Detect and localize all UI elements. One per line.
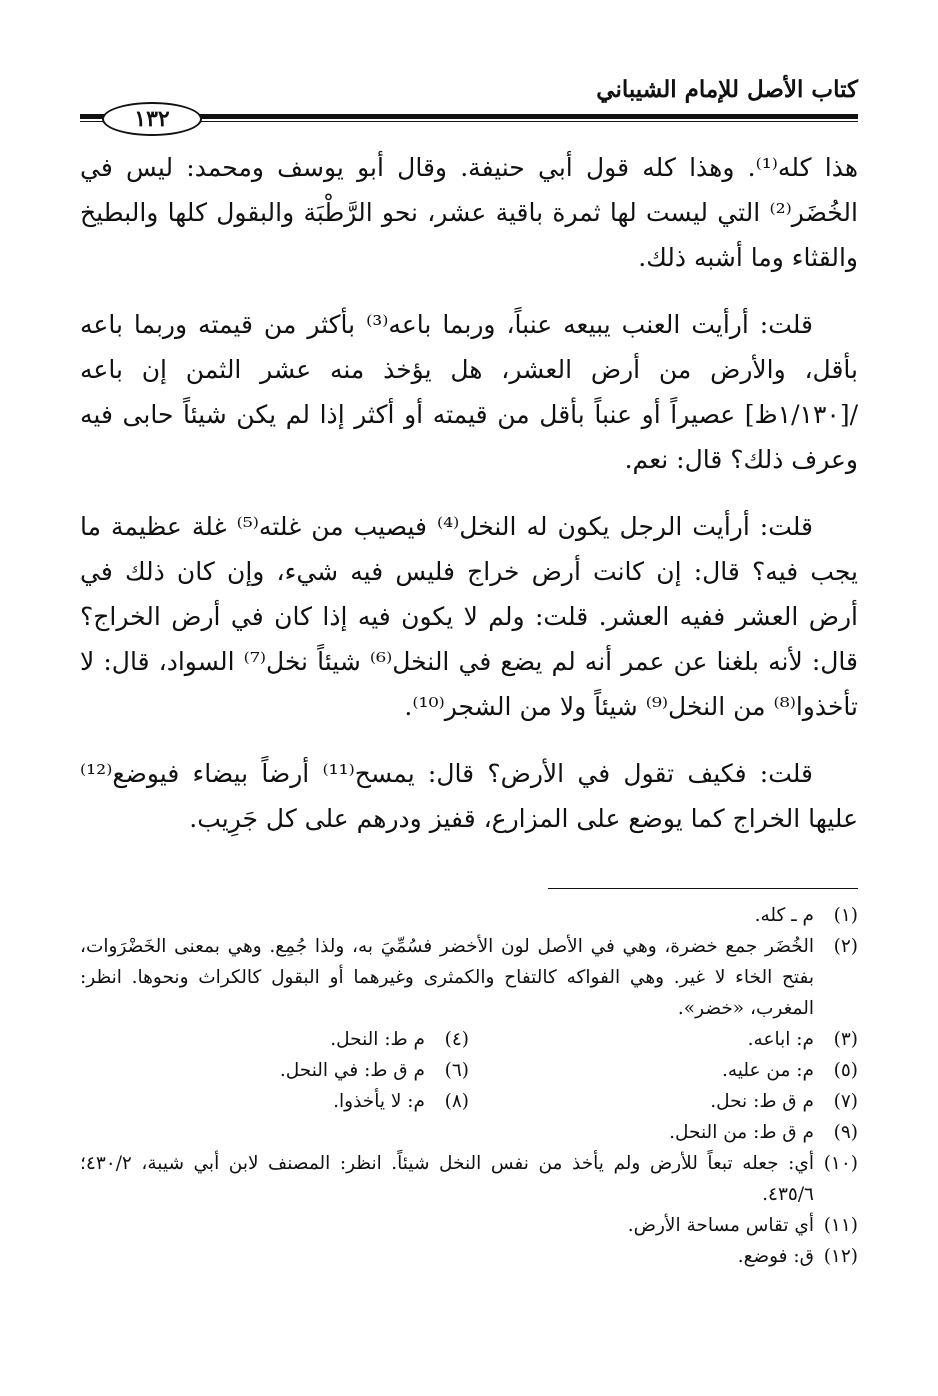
- footnote-text: م: لا يأخذوا.: [333, 1091, 425, 1112]
- footnote-text: م ق ط: نحل.: [710, 1091, 814, 1112]
- footnote-number: (٦): [444, 1060, 469, 1081]
- page-number: ١٣٢: [102, 102, 202, 136]
- footnote-text: م ط: النحل.: [330, 1029, 425, 1050]
- footnote-text: الخُضَر جمع خضرة، وهي في الأصل لون الأخضر فسُمِّيَ به، ولذا جُمِع. وهي بمعنى الخَضْرَوات، بفتح الخاء لا غير. وهي الفواكه كالتفاح والكمثرى وغيرهما أو البقول كالكراث ونحوها. انظر: المغرب، «خضر».: [80, 936, 814, 1019]
- footnote-separator: [548, 888, 858, 889]
- footnote: [469, 1055, 858, 1086]
- footnote: [469, 1024, 858, 1055]
- footnote: [80, 1148, 858, 1210]
- footnote: [80, 931, 858, 1024]
- footnote-number: (٩): [833, 1122, 858, 1143]
- footnote-number: (٢): [833, 936, 858, 957]
- footnote-number: (٨): [444, 1091, 469, 1112]
- footnote-text: م ق ط: في النحل.: [279, 1060, 425, 1081]
- footnote: [469, 1086, 858, 1117]
- footnote: [80, 900, 858, 931]
- footnote-row: [80, 1055, 858, 1086]
- footnote-number: (١٢): [823, 1246, 858, 1267]
- footnote-text: م: من عليه.: [722, 1060, 814, 1081]
- page-header: [80, 70, 858, 132]
- footnote-text: أي تقاس مساحة الأرض.: [627, 1215, 814, 1236]
- footnote-number: (١١): [823, 1215, 858, 1236]
- footnote-number: (٣): [833, 1029, 858, 1050]
- footnote-row: [80, 1086, 858, 1117]
- footnote-text: م ق ط: من النحل.: [669, 1122, 814, 1143]
- paragraph: قلت: أرأيت الرجل يكون له النخل⁽⁴⁾ فيصيب من غلته⁽⁵⁾ غلة عظيمة ما يجب فيه؟ قال: إن كانت أرض خراج فليس فيه شيء، وإن كان ذلك في أرض العشر ففيه العشر. قلت: ولم لا يكون فيه إذا كان في أرض الخراج؟ قال: لأنه بلغنا عن عمر أنه لم يضع في النخل⁽⁶⁾ شيئاً نخل⁽⁷⁾ السواد، قال: لا تأخذوا⁽⁸⁾ من النخل⁽⁹⁾ شيئاً ولا من الشجر⁽¹⁰⁾.: [80, 512, 858, 721]
- footnote-number: (١): [833, 905, 858, 926]
- footnote-number: (٤): [444, 1029, 469, 1050]
- footnote-number: (٥): [833, 1060, 858, 1081]
- footnote: [80, 1117, 858, 1148]
- footnote: [80, 1210, 858, 1241]
- footnote: [80, 1055, 469, 1086]
- book-title: كتاب الأصل للإمام الشيباني: [596, 76, 858, 103]
- footnote-text: م ـ كله.: [754, 905, 814, 926]
- paragraph: قلت: فكيف تقول في الأرض؟ قال: يمسح⁽¹¹⁾ أرضاً بيضاء فيوضع⁽¹²⁾ عليها الخراج كما يوضع على المزارع، قفيز ودرهم على كل جَرِيب.: [80, 759, 858, 833]
- footnote: [80, 1086, 469, 1117]
- main-text: [80, 145, 858, 863]
- footnote: [80, 1241, 858, 1272]
- footnote-text: أي: جعله تبعاً للأرض ولم يأخذ من نفس النخل شيئاً. انظر: المصنف لابن أبي شيبة، ٤٣٠/٢؛ ٤٣٥/٦.: [80, 1153, 814, 1205]
- paragraph: قلت: أرأيت العنب يبيعه عنباً، وربما باعه⁽³⁾ بأكثر من قيمته وربما باعه بأقل، والأرض من أرض العشر، هل يؤخذ منه عشر الثمن إن باعه /[١/١٣٠ظ] عصيراً أو عنباً بأقل من قيمته أو أكثر إذا لم يكن شيئاً حابى فيه وعرف ذلك؟ قال: نعم.: [80, 310, 858, 474]
- footnote-number: (١٠): [823, 1153, 858, 1174]
- footnote-number: (٧): [833, 1091, 858, 1112]
- paragraph: هذا كله⁽¹⁾. وهذا كله قول أبي حنيفة. وقال أبو يوسف ومحمد: ليس في الخُضَر⁽²⁾ التي ليست لها ثمرة باقية عشر، نحو الرَّطْبَة والبقول كلها والبطيخ والقثاء وما أشبه ذلك.: [80, 153, 858, 272]
- footnote-row: [80, 1024, 858, 1055]
- footnotes: [80, 900, 858, 1272]
- footnote: [80, 1024, 469, 1055]
- footnote-text: ق: فوضع.: [737, 1246, 814, 1267]
- footnote-text: م: اباعه.: [747, 1029, 814, 1050]
